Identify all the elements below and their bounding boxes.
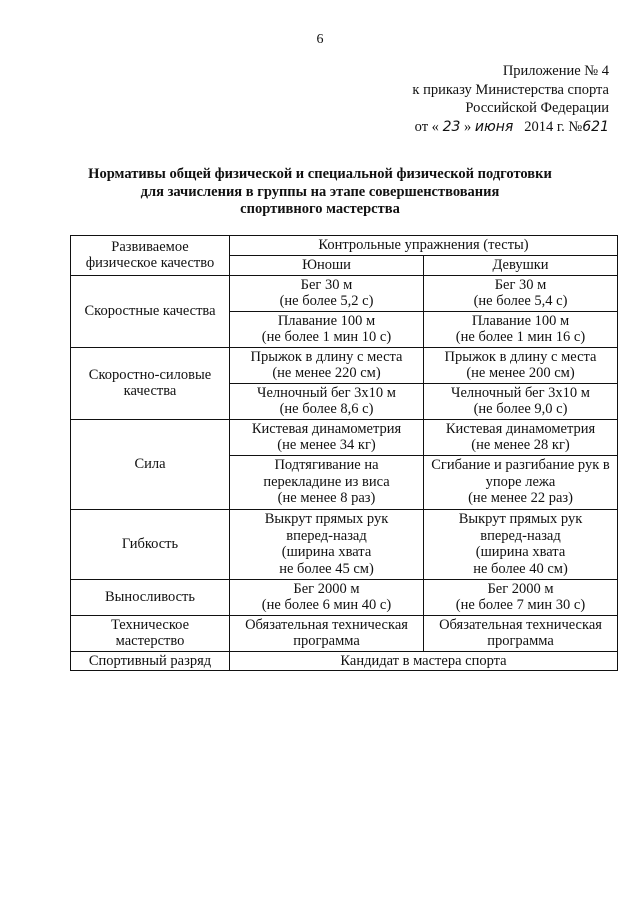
cell-girls: Прыжок в длину с места (не менее 200 см)	[424, 347, 618, 383]
cell-girls: Обязательная техническая программа	[424, 615, 618, 651]
table-row	[71, 419, 618, 455]
cell-boys: Обязательная техническая программа	[230, 615, 424, 651]
table-row	[71, 615, 618, 651]
date-mid: »	[464, 118, 472, 135]
cell-girls: Плавание 100 м (не более 1 мин 16 с)	[424, 311, 618, 347]
table-header-row	[71, 236, 618, 256]
cell-boys: Челночный бег 3x10 м (не более 8,6 с)	[230, 383, 424, 419]
cell-boys: Бег 2000 м (не более 6 мин 40 с)	[230, 579, 424, 615]
appendix-line-1: Приложение № 4	[502, 63, 609, 79]
cell-girls: Сгибание и разгибание рук в упоре лежа (не менее 22 раз)	[424, 455, 618, 509]
header-quality: Развиваемое физическое качество	[71, 236, 230, 276]
table-row	[71, 579, 618, 615]
table-row	[71, 347, 618, 383]
cell-girls: Кистевая динамометрия (не менее 28 кг)	[424, 419, 618, 455]
appendix-line-3: Российской Федерации	[465, 100, 609, 116]
quality-strength: Сила	[71, 419, 230, 509]
cell-girls: Челночный бег 3x10 м (не более 9,0 с)	[424, 383, 618, 419]
quality-technical: Техническое мастерство	[71, 615, 230, 651]
table-row	[71, 275, 618, 311]
quality-flexibility: Гибкость	[71, 509, 230, 579]
cell-boys: Подтягивание на перекладине из виса (не менее 8 раз)	[230, 455, 424, 509]
cell-boys: Прыжок в длину с места (не менее 220 см)	[230, 347, 424, 383]
cell-girls: Бег 2000 м (не более 7 мин 30 с)	[424, 579, 618, 615]
table-row	[71, 509, 618, 579]
cell-girls: Выкрут прямых рук вперед-назад (ширина хвата не более 40 см)	[424, 509, 618, 579]
cell-boys: Кистевая динамометрия (не менее 34 кг)	[230, 419, 424, 455]
page-number: 6	[316, 32, 324, 47]
document-title	[0, 166, 640, 219]
header-girls: Девушки	[424, 256, 618, 276]
standards-table	[70, 235, 618, 671]
handwritten-month: июня	[474, 118, 514, 135]
quality-speed-strength: Скоростно-силовые качества	[71, 347, 230, 419]
header-tests: Контрольные упражнения (тесты)	[230, 236, 618, 256]
header-boys: Юноши	[230, 256, 424, 276]
quality-rank: Спортивный разряд	[71, 651, 230, 671]
quality-speed: Скоростные качества	[71, 275, 230, 347]
cell-girls: Бег 30 м (не более 5,4 с)	[424, 275, 618, 311]
rank-value: Кандидат в мастера спорта	[230, 651, 618, 671]
quality-endurance: Выносливость	[71, 579, 230, 615]
appendix-header	[412, 62, 609, 136]
appendix-line-2: к приказу Министерства спорта	[412, 81, 609, 98]
cell-boys: Выкрут прямых рук вперед-назад (ширина хвата не более 45 см)	[230, 509, 424, 579]
table-row	[71, 651, 618, 671]
order-date-line	[412, 118, 609, 137]
handwritten-order-number: 621	[582, 118, 609, 135]
title-line-1: Нормативы общей физической и специальной физической подготовки	[88, 166, 552, 182]
title-line-3: спортивного мастерства	[240, 201, 400, 217]
cell-boys: Плавание 100 м (не более 1 мин 10 с)	[230, 311, 424, 347]
cell-boys: Бег 30 м (не более 5,2 с)	[230, 275, 424, 311]
order-year: 2014 г. №	[524, 118, 583, 135]
title-line-2: для зачисления в группы на этапе совершенствования	[140, 183, 500, 200]
date-prefix: от «	[414, 118, 439, 135]
handwritten-day: 23	[442, 118, 461, 135]
